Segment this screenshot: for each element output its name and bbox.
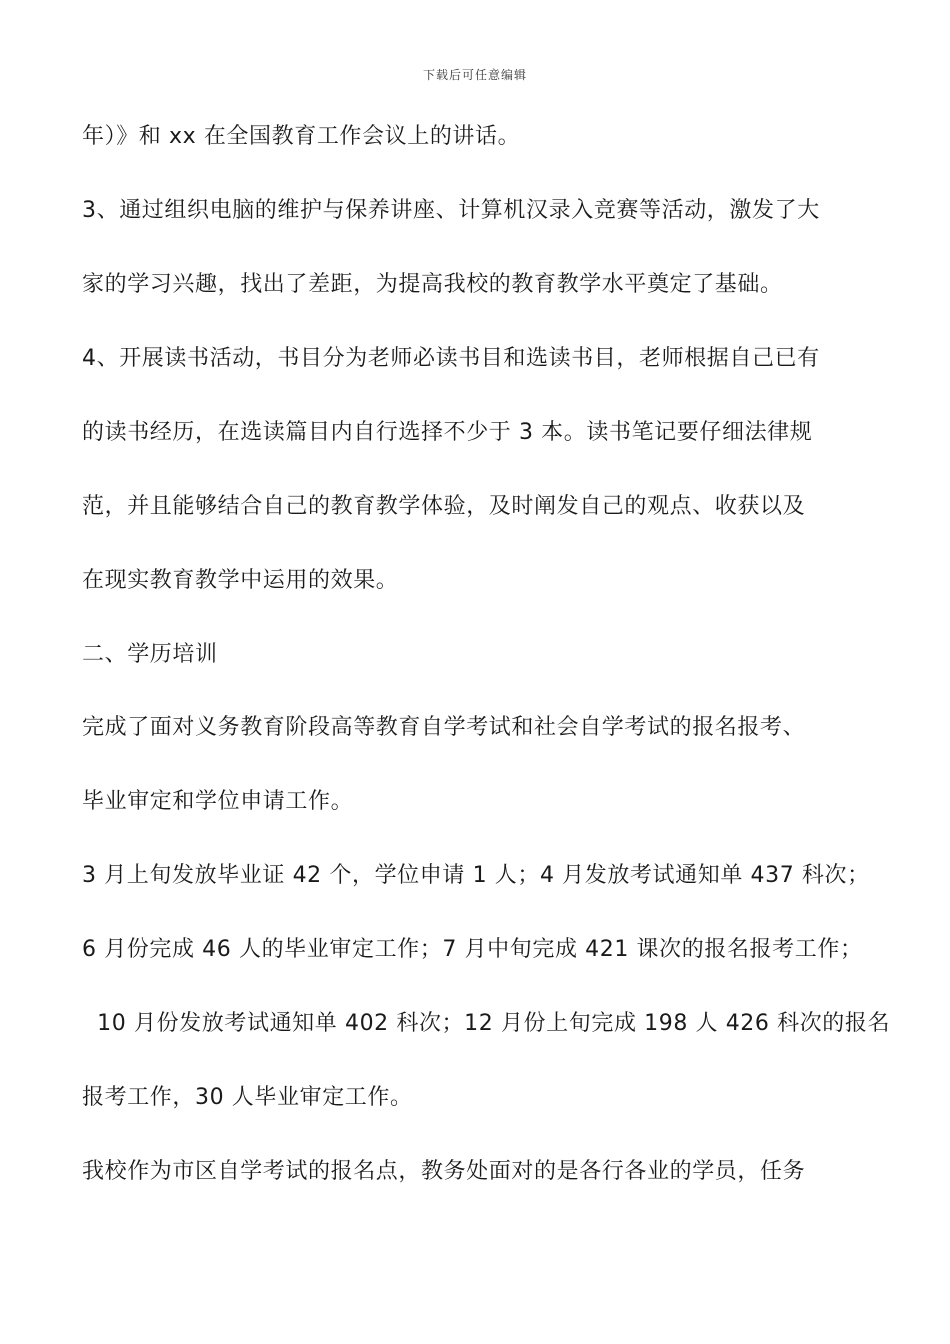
section-heading: 二、学历培训 [82, 642, 218, 667]
text-line: 10 月份发放考试通知单 402 科次；12 月份上旬完成 198 人 426 科次的报名 [82, 1011, 891, 1036]
text-line: 我校作为市区自学考试的报名点，教务处面对的是各行各业的学员，任务 [82, 1159, 806, 1184]
text-line: 3、通过组织电脑的维护与保养讲座、计算机汉录入竞赛等活动，激发了大 [82, 198, 820, 223]
text-line: 家的学习兴趣，找出了差距，为提高我校的教育教学水平奠定了基础。 [82, 272, 783, 297]
text-line: 范，并且能够结合自己的教育教学体验，及时阐发自己的观点、收获以及 [82, 494, 806, 519]
text-line: 完成了面对义务教育阶段高等教育自学考试和社会自学考试的报名报考、 [82, 715, 806, 740]
text-line: 3 月上旬发放毕业证 42 个，学位申请 1 人；4 月发放考试通知单 437 科次； [82, 863, 870, 888]
text-line: 的读书经历，在选读篇目内自行选择不少于 3 本。读书笔记要仔细法律规 [82, 420, 813, 445]
text-line: 报考工作，30 人毕业审定工作。 [82, 1085, 413, 1110]
text-line: 毕业审定和学位申请工作。 [82, 789, 354, 814]
text-line: 年）》和 xx 在全国教育工作会议上的讲话。 [82, 124, 521, 149]
text-line: 在现实教育教学中运用的效果。 [82, 568, 399, 593]
text-line: 4、开展读书活动，书目分为老师必读书目和选读书目，老师根据自己已有 [82, 346, 820, 371]
text-line: 6 月份完成 46 人的毕业审定工作；7 月中旬完成 421 课次的报名报考工作； [82, 937, 863, 962]
page-header: 下载后可任意编辑 [422, 68, 527, 82]
